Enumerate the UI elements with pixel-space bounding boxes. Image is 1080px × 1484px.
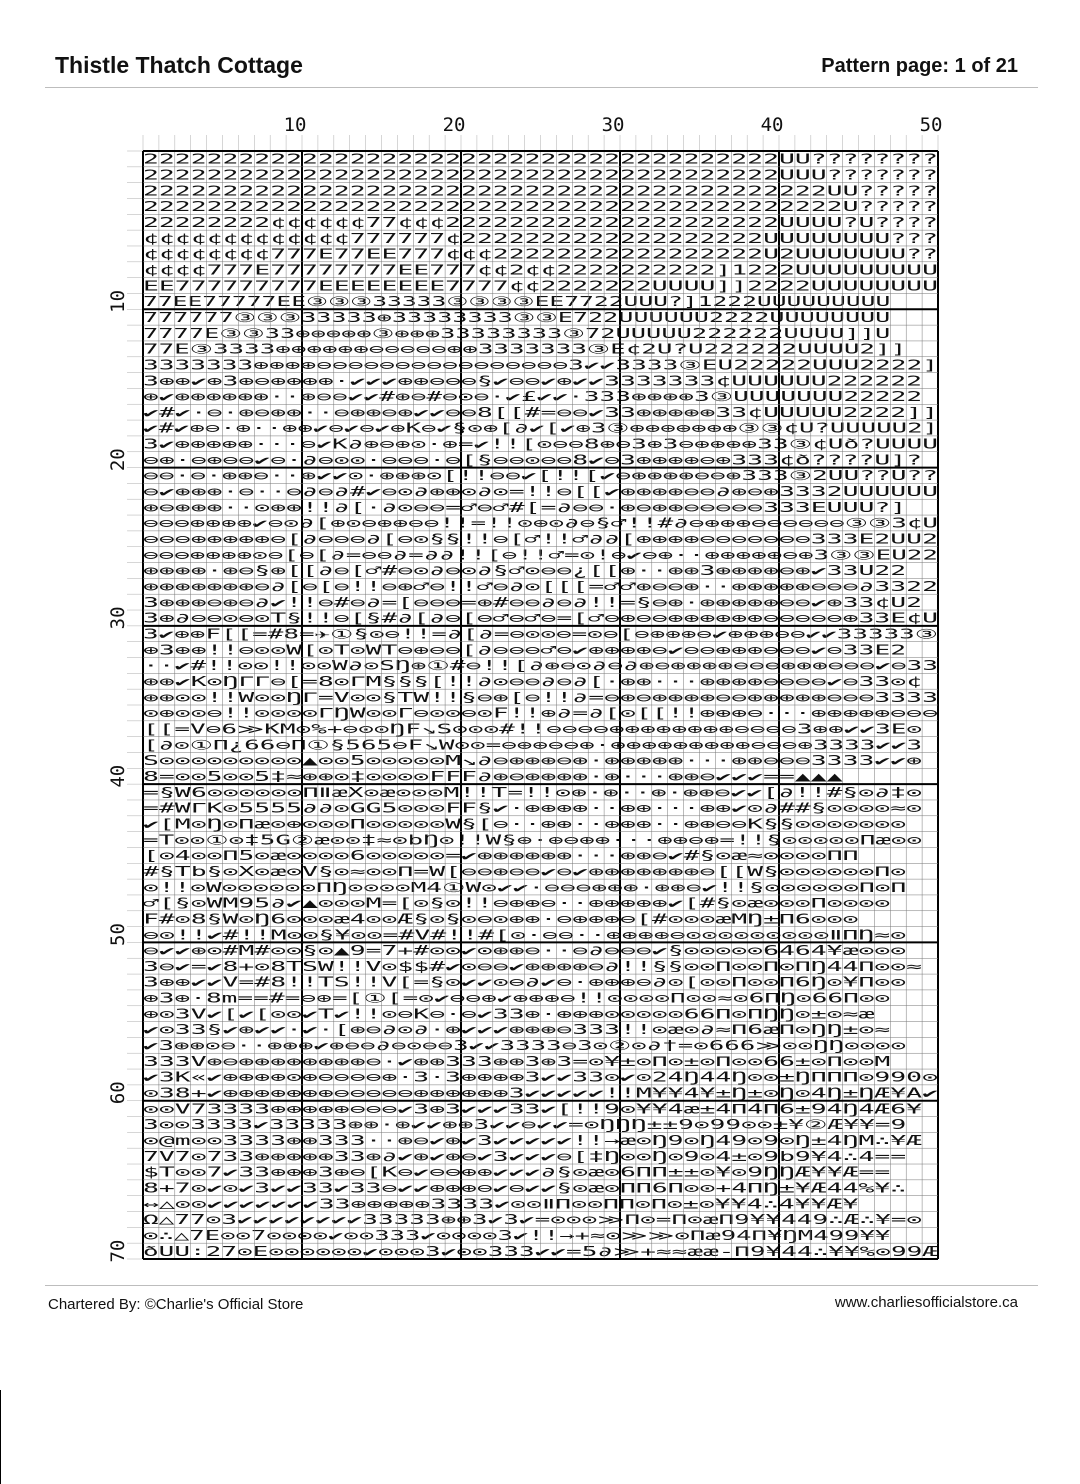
column-label: 50 [919,114,943,136]
pattern-row: ⊙⊙V73333⊕⊕⊕⊕⊕⊖⊖⊖✔3⊕3✔✔✔33✔[!!9⊙¥¥4æ±4Π4Π6±94Ŋ4Æ6¥ [143,1102,923,1118]
pattern-row: 22222222222222222222222222222222222222222222U????? [143,200,939,216]
pattern-row: ⊕3⊕⊕!!⊖⊙⊙W[⊙T⊙WT⊖⊕⊖⊖[∂⊖⊖⊖♂⊖✔⊕⊕⊕⊕⊖✔⊖⊖⊕⊕⊕⊖⊖⊖✔⊖33E2 [143,643,907,659]
pattern-row: ⊖⊖⊖⊕⊕⊕⊕⊙⊖[⊖[∂=⊖⊖∂=∂∂!![⊖!!♂=⊙!⊖✔⊖⊕··⊕⊕⊕⊕⊕⊖⊕3③③EU22 [143,548,938,564]
footer-divider [45,1285,1038,1286]
pattern-row: 2222222222222222222222222222222222222222UUU??????? [143,168,939,184]
pattern-row: $T⊙⊙7✔33⊕⊕⊕3⊕⊖[K⊖✔⊖⊖⊕⊕✔✔✔∂§⊙æ⊙6ΠΠ±±⊙¥⊙9ŊŊÆ¥¥Æ== [143,1165,891,1181]
column-label: 30 [601,114,625,136]
pattern-row: ⊕⊕⊕⊕⊕⊕⊕⊖∂[⊖[⊖!!⊖⊕♂⊖!!♂⊖∂⊙[[[=♂♂⊕⊖⊖⊕··⊕⊕⊕⊕⊕⊖⊖⊖∂3322 [143,580,939,595]
pattern-row: ðUU∶27⊙E⊙⊙⊙⊙⊙⊙✔⊙⊙⊙3✔⊙⊙333✔✔=5∂≫+≈≈ææ-Π9¥44∴¥¥%⊙99Æ [143,1244,939,1260]
pattern-row: ⊖⊖·⊖·⊕⊕⊖··⊕✔✔⊙·⊕⊕⊕⊙[!!⊖⊖✔[!![✔⊖⊕⊕⊕⊕⊖⊖⊕333③2UU??U?? [143,469,938,485]
pattern-row: ⊕✔⊕⊕⊕⊕⊕⊕··⊕⊖⊖✔✔#⊕⊖#⊖⊙⊖·✔£✔✔·333⊕⊕⊕⊕3③UUUUUUU22222 [143,390,923,406]
pattern-row: ⊖⊖⊖⊕⊕⊕⊕⊕⊖[∂⊖⊖⊖∂[⊖⊙§§!!⊖[♂!!♂∂∂[⊕⊕⊕⊕⊖⊖⊖⊖⊖⊖⊖333E2UU2 [143,532,939,548]
pattern-row: F#⊙8§W⊙Ŋ6⊙⊙⊙æ4⊙⊙Æ§⊙§⊙⊖⊙⊕⊕·⊖⊕⊕⊕⊖[#⊙⊙⊙æMŊ±Π6⊙⊙⊙ [143,912,859,928]
pattern-row: ✔3⊕⊕⊙⊖··⊕⊕⊕✔⊕⊖⊖∂⊖⊙⊖⊖3✔✔3333⊖3⊙②⊙∂†=⊙666≫⊙⊙ŊŊ⊙⊙⊙⊙ [143,1039,907,1055]
pattern-row: [⊙4⊙⊙Π5⊙æ⊙⊙⊙⊙6⊙⊙⊙⊙⊙=✔⊕⊕⊕⊕⊕⊕···⊕⊕⊖✔#§⊙æ≈⊙⊙⊙⊙ΠΠ [143,849,859,865]
footer-website: www.charliesofficialstore.ca [834,1294,1018,1311]
pattern-row: ⊖✔✔⊕⊙#M#⊙⊙§⊙▲9=7+#⊙⊙✔⊙⊕⊕⊖··⊖∂⊖⊖⊖✔§⊙⊙⊙⊙⊙6464¥æ⊙⊙⊙ [143,944,907,960]
pattern-row: ⊕⊙3V✔[✔[⊙⊙✔T✔!!⊙⊖K⊖·⊖✔33⊕·⊕⊕⊕⊙⊙⊙⊙⊙66Π⊙ΠŊŊ⊙±⊙≈æ [143,1007,875,1023]
pattern-row: 2222222222222222222222222222222222222222222UU????? [143,184,939,200]
pattern-row: ⊕⊕⊕⊕·⊕⊖§⊕[[∂⊖[♂#⊖⊙∂⊖⊙∂§♂⊙⊖⊖¿[[⊕··⊕⊕3⊕⊕⊕⊕⊖⊕✔33U22 [143,564,907,580]
pattern-row: =#WΓK⊙5555∂∂⊙GG5⊙⊙⊙FF§✔·⊕⊕⊕⊕··⊕⊕···⊕⊕✔⊙∂##§⊙⊙⊙⊙≈⊙ [143,801,923,817]
pattern-row: ⊕⊕✔K⊙ŊΓΓ⊖[=8⊙ΓM§§§[!!∂⊙⊖⊖∂⊖∂[·⊕⊕···⊕⊕⊕⊕⊖⊖⊖⊖✔⊖33⊙¢ [143,675,923,690]
row-label: 60 [107,1081,129,1105]
pattern-row: 3✔⊕⊕⊕⊕⊕···⊖✔K∂⊕⊖⊕⊙·⊕=✔!![⊙⊖⊖8⊕⊖3⊕3⊖⊕⊕⊕⊕33③¢Uð?UUUU [143,437,938,453]
row-labels [107,290,129,1263]
pattern-row: ⊙⊕⊙⊙⊖!!⊙⊙⊙⊙ΓŊW⊙⊙Γ⊖⊙⊙⊖⊙F!!⊕∂=∂[⊙[[!!⊕⊕⊕⊖···⊕⊕⊕⊕⊕⊖⊖⊖ [143,706,939,722]
pattern-row: Ω△77⊙3✔✔✔✔✔✔✔✔33333⊕⊕3✔3✔=⊙⊙⊙≫Π⊙=Π⊙æΠ9¥¥449∴Æ∴¥=⊙ [143,1213,923,1229]
pattern-row: ♂[§⊙WM95∂✔▲⊙⊙⊙M=[⊙§⊙!!⊖⊕⊕⊖··⊕⊕⊕⊕⊕✔[#§⊙æ⊙⊙⊙Π⊙⊙⊙⊙ [143,896,891,912]
pattern-row: 77EE77777EE③③③33333③③③③EE7722UUU?]1222UUUUUUUUU [143,295,891,311]
pattern-row: ⊖⊙!!✔#!!M⊙⊙§¥⊙⊙=#V#!!#[⊙·⊖⊖··⊕⊕⊕⊕⊖⊙⊙⊙⊙⊙⊙⊙⊙⊙ⅡΠŊ≈⊙ [143,928,907,944]
row-label: 10 [107,289,129,313]
pattern-row: 3⊖✔=✔8+⊙8TSW!!V⊙$$#✔⊙⊖⊖✔⊕⊕⊕⊕⊖∂!!§§⊙⊙Π⊙⊙Π⊙ΠŊ44Π⊙⊙≈ [143,959,923,975]
pattern-row: ⊕⊕⊙⊙!!W⊙⊙ŊΓ=V⊙⊙§TW!!§⊖⊕[⊖!!∂=⊖⊕⊖⊕⊕⊕⊕⊖⊖⊕⊕⊕⊕⊕⊖⊖⊖3333 [143,690,939,706]
pattern-row: ⊖✔⊕⊕⊕·⊖··⊖∂⊖∂#✔⊖⊙∂⊕⊕⊙∂⊙=!!⊖[[✔⊕⊕⊕⊕⊖⊖∂⊕⊖⊕3332UUUUUU [143,485,939,501]
row-label: 20 [107,448,129,472]
row-label: 40 [107,764,129,788]
column-labels [284,114,943,136]
pattern-row: 3⊙⊙3333✔33333⊕⊕·⊕✔✔⊕⊕3✔✔⊖✔✔=⊙ŊŊŊ±±9⊙99⊙⊙±¥②Æ¥¥=9 [143,1118,907,1134]
pattern-row: [∂⊙①Π¿66⊖Π①§565⊖F↘W⊙⊙=⊖⊕⊕⊖⊖⊕·⊕⊕⊕⊕⊕⊕⊕⊕⊕⊖⊖⊖⊕3333✔✔3 [143,738,923,754]
pattern-row: ↔△⊙⊙✔✔✔✔✔✔✔33⊕⊕⊕⊕⊕3333✔⊙⊙ⅡΠ⊙⊙ΠΠ⊙Π⊙±⊙¥¥4∴4¥¥Æ¥ [143,1197,859,1213]
column-label: 40 [760,114,784,136]
pattern-row: ⊙∴△7E⊙⊙7⊙⊙⊙⊙✔⊙⊙333✔⊙⊙⊙⊙3✔!!→+≈⊙≫≫⊙Πæ94Π¥ŊM499¥¥ [143,1229,891,1244]
pattern-row: 2222222222222222222222222222222222222222UU???????? [143,152,939,168]
pattern-row: =T⊙⊙①⊙‡5G②æ⊙⊙‡≈⊙bŊ⊙!!W§⊕·⊕⊖⊕⊕···⊕⊕⊖⊕=!!§⊙⊙⊙⊙⊙Πæ⊙⊙ [143,833,923,849]
scan-edge-mark [0,1390,1,1484]
pattern-row: 8+7⊙✔⊙✔3✔✔33✔33⊖✔✔⊕⊕⊕⊖✔⊖✔✔§⊙æ⊙ΠΠ6Π⊙⊙+4ΠŊ±¥Æ44%¥∴ [143,1181,907,1197]
pattern-row: ✔#✔⊕⊖·⊕··⊕⊕✔⊖✔⊖✔⊕K⊖✔§⊙⊕[∂✔[✔⊕3③⊕⊕⊕⊕⊕⊕⊕③③¢U?UUUUU2] [143,421,938,437]
pattern-row: 3⊕⊕✔⊕3⊕⊖⊕⊕⊕⊕·✔✔✔⊕⊕⊖⊖⊖§✔⊖⊖✔⊕✔✔3333333¢UUUUUU222222 [143,374,923,390]
pattern-row: 3333333⊕⊕⊕⊕⊖⊖⊖⊖⊖⊖⊖⊖⊖⊖⊖⊖⊖⊖⊖⊖3✔✔3333③EU22222UUU2222] [143,358,938,374]
pattern-row: 3⊕⊕✔✔V=#8!!TS!!V[=§⊙✔✔⊙⊖∂✔⊖·⊕⊕⊕⊖∂⊙[⊙⊙Π⊙⊙Π6Ŋ⊙¥Π⊙⊙ [143,975,907,991]
pattern-row: ⊕3⊕·8m==#=⊖⊕=[①[=⊙✔⊖⊖⊕✔⊕⊕⊕⊖!!⊙⊙⊙⊙Π⊙⊙≈⊙6ΠŊ⊙66Π⊙⊙ [143,991,891,1007]
pattern-row: ✔⊙33§✔⊕✔✔·✔·[⊕⊖∂⊙∂·⊕✔✔✔⊕⊕⊕⊖333!!⊙æ⊙∂≈Π6æΠ⊙ŊŊ±⊙≈ [143,1023,891,1039]
pattern-row: ✔[M⊙Ŋ⊙Πæ⊙⊕⊙⊙⊙Π⊙⊙⊙⊙⊙W§[⊖··⊕⊕··⊕⊕⊕··⊕⊕⊖⊖K§§⊙⊙⊙⊙⊙⊙⊙ [143,817,907,833]
column-label: 20 [442,114,466,136]
pattern-row: ✔3K«✔⊕⊕⊕⊕⊙⊕⊖⊖⊖⊖⊕·3·3⊕⊕⊕⊕3✔✔33⊙✔⊙24Ŋ44Ŋ⊙⊙±ŊΠΠΠ⊙990⊙ [143,1070,939,1086]
pattern-row: ⊖⊖⊖⊕⊕⊕⊕✔⊖⊙∂[⊕⊙⊖⊕⊕⊖⊖!!=!!⊙⊕⊙∂⊖§♂!!#∂⊖⊕⊕⊕⊖⊖⊖⊖⊖⊖③③3¢U [143,516,938,532]
pattern-row: ¢¢¢¢¢¢¢¢¢¢¢¢¢777777¢2222222222222222222UUUUUUUU??? [143,231,939,247]
pattern-row: ⊙!!⊙W⊙⊙⊙⊙⊙⊙ΠŊ⊙⊙⊙⊙M4①W⊙✔✔·⊖⊖⊖⊕⊕⊕·⊕⊕⊖✔!!§⊙⊙⊙⊙⊙⊙Π⊙Π [143,880,907,896]
pattern-row: 777777③③③33333⊕33333333③③E722UUUUUU2222UUUUUUUU [143,310,891,326]
pattern-row: ⊕⊖⊕⊕⊕··⊙⊕⊕!!∂[·∂⊙⊖⊖=♂⊖♂#[=∂⊖⊖·⊕⊖⊕⊕⊖⊖⊖⊖⊖333EUUU?] [143,500,907,516]
pattern-row: 3✔⊕⊕F[[=#8=✈①§⊙⊖!!=∂[∂=⊖⊙⊙⊖=⊙⊖[⊖⊕⊕⊕⊖✔⊕⊕⊕⊖⊖✔✔33333③ [143,627,938,643]
pattern-row: =§W6⊙⊙⊙⊙⊙⊙ΠⅡæX⊙æ⊙⊙⊙M!!T=!!⊙⊕·⊕··⊕·⊕⊕⊖✔✔[∂!!#§⊙∂‡⊙ [143,785,923,801]
pattern-row: 333V⊕⊖⊕⊕⊕⊕⊕⊕⊕⊕⊖·✔⊕⊕333⊕⊕3⊕3=⊙¥±⊙Π⊙±⊙Π⊙⊙66±⊙Π⊙⊙M [143,1054,891,1070]
pattern-row: 7777E③③33⊕⊕⊕⊕⊕③⊕⊕⊕33333333③72UUUUU222222UUUU]]U [143,326,891,342]
pattern-row: ⊖⊕·⊖⊕⊖⊖✔⊖·∂⊖⊙⊙·⊖⊖⊖·⊖[§⊖⊖⊙⊖⊖8✔⊖3⊕⊕⊕⊕⊖⊕333¢ð????U]? [143,453,923,469]
pattern-row: S⊙⊙⊙⊙⊙⊙⊙⊙⊙▲⊙⊙5⊙⊙⊙⊙⊙M↘∂⊖⊕⊕⊕⊖⊕·⊕⊕⊕⊕⊕···⊕⊕⊖⊖⊖3333✔✔⊕ [143,754,923,770]
pattern-row: 7V7⊙733⊕⊕⊕⊕⊕33⊕∂✔⊕✔⊕⊖✔3✔✔✔⊖[‡Ŋ⊙⊙Ŋ⊙9⊙4±⊙9b9¥4∴4== [143,1149,907,1165]
pattern-row: EE777777777EEEEEEEE7777¢¢2222222UUUU]]2222UUUUUUUU [143,279,939,295]
pattern-row: 77E③3333⊕⊕⊕⊕⊕⊕⊖⊖⊖⊖⊖⊕⊕3333333③E¢2U?U222222UUUU2]] [143,342,907,358]
pattern-row: #§Tb§⊙X⊙æ⊙V§⊙≈⊙⊙Π=W[⊖⊖⊕⊖⊖✔⊖✔⊕⊕⊕⊕⊕⊕⊕⊖[[W§⊙⊙⊙⊙⊙⊙Π⊙ [143,864,907,880]
pattern-row: ··✔#!!⊙⊙!!⊙⊙W∂⊙SŊ⊕①#⊖!![∂⊕⊖⊙∂⊖∂⊕⊖⊕⊕⊕⊕⊖⊖⊖⊕⊕⊕⊖⊖⊖✔⊖33 [143,659,938,675]
pattern-row: 3⊕⊕⊕⊖⊕⊖∂✔!!⊖#⊖∂=[⊖⊖⊖=⊕#⊖⊖∂⊖∂!!=§⊖⊕·⊕⊕⊕⊕⊕⊖⊖✔⊕33¢U2 [143,595,923,611]
row-label: 70 [107,1239,129,1263]
footer-credit: Chartered By: ©Charlie's Official Store [48,1296,304,1313]
pattern-row: 3⊕∂⊖⊖⊙⊖⊙T§!!⊖[§#∂[∂⊖[⊖♂⊖♂⊖=[♂⊖⊕⊖⊖⊕⊕⊕⊕⊕⊕⊖⊖⊖⊖⊖⊕33E¢U [143,611,939,627]
row-label: 50 [107,923,129,946]
pattern-title: Thistle Thatch Cottage [55,52,303,78]
pattern-row: 8=⊙⊙5⊙⊙5‡≈⊕⊕⊙‡⊙⊙⊙⊙FFF∂⊕⊖⊕⊕⊕⊕·⊕···⊕⊕⊖✔✔✔==▲▲▲ [143,770,843,785]
row-label: 30 [107,606,129,630]
pattern-row: ¢¢¢¢¢¢¢¢777E77EE777¢¢¢22222222222222222U2UUUUUUU?? [143,247,939,263]
pattern-row: ⊙@m⊙⊙3333⊕⊕333··⊕⊖✔⊕✔3✔✔✔✔✔!!→æ⊙Ŋ9⊙Ŋ49⊙9⊙Ŋ±4ŊM∴¥Æ [143,1134,923,1149]
pattern-row: ⊙38+✔⊕⊕⊕⊕⊕⊕⊕⊖⊖⊖⊖⊖⊕⊕⊕⊕⊕⊕3✔✔✔✔✔!!M¥¥4¥±Ŋ±⊙Ŋ⊙4Ŋ±ŊÆ¥A✔ [143,1086,939,1102]
pattern-row: ✔#✔·⊖·⊕⊖⊕⊕··⊖⊕⊕⊖⊕✔✔⊖⊖8[[#=⊖⊖✔33⊕⊕⊕⊕⊕33¢UUUUU2222]] [143,405,939,421]
page-indicator: Pattern page: 1 of 21 [821,55,1018,77]
pattern-row: [[=V⊖6≫KM⊙%+⊖⊙⊙ŊF↘S⊙⊙⊙#!!⊖⊖⊖⊖⊕⊕⊕⊕⊕⊕⊕⊕⊖⊖⊖⊖3⊕⊕✔✔3E⊙ [143,722,923,738]
pattern-row: ¢¢¢¢777E77777777EE777¢¢2¢¢2222222222]1222UUUUUUUUU [143,263,939,279]
column-label: 10 [283,114,307,136]
pattern-row: 22222222¢¢¢¢¢¢77¢¢¢222222222222222222222UUUU?U???? [143,216,939,231]
